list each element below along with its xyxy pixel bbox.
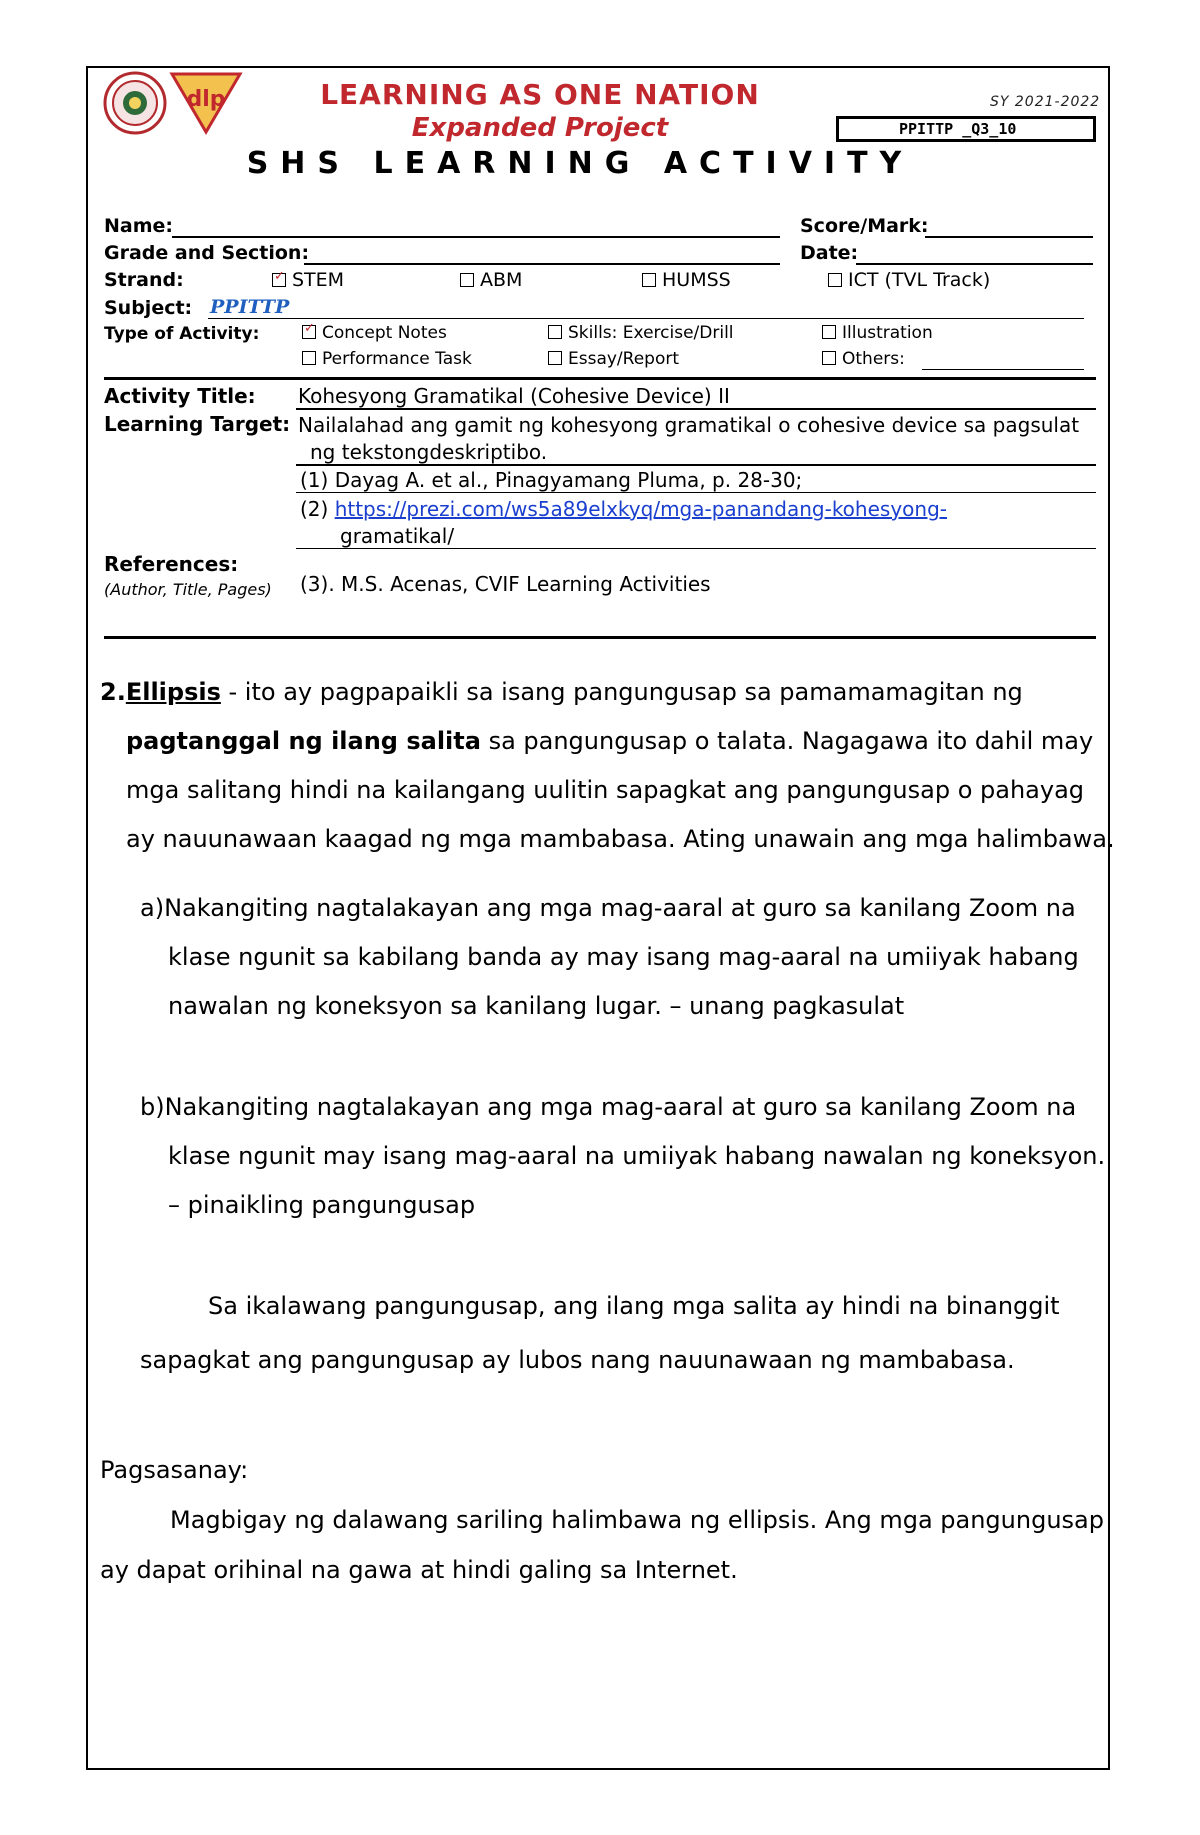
school-year: SY 2021-2022 [990, 94, 1101, 110]
score-label: Score/Mark: [800, 215, 929, 237]
header-main-title: SHS LEARNING ACTIVITY [246, 146, 914, 181]
grade-label: Grade and Section: [104, 242, 310, 264]
dlp-logo [168, 70, 244, 136]
strand-label: Strand: [104, 269, 184, 291]
checkbox-icon[interactable] [302, 351, 316, 365]
strand-option-stem[interactable]: ✓ STEM [272, 269, 344, 291]
others-field[interactable] [922, 369, 1084, 370]
name-label: Name: [104, 215, 174, 237]
reference-3: (3). M.S. Acenas, CVIF Learning Activities [300, 572, 711, 596]
reference-2-link[interactable]: https://prezi.com/ws5a89elxkyq/mga-panandang-kohesyong- [334, 497, 947, 521]
strand-option-ict[interactable]: ICT (TVL Track) [828, 269, 990, 291]
learning-target-line2: ng tekstongdeskriptibo. [310, 440, 548, 464]
svg-text:dlp: dlp [186, 87, 226, 112]
learning-target-underline [296, 464, 1096, 466]
reference-1: (1) Dayag A. et al., Pinagyamang Pluma, p. 28-30; [300, 468, 803, 492]
paragraph-1-line-4: ay nauunawaan kaagad ng mga mambabasa. Ating unawain ang mga halimbawa. [126, 825, 1115, 853]
activity-title-label: Activity Title: [104, 384, 256, 408]
learning-target-line1: Nailalahad ang gamit ng kohesyong gramatikal o cohesive device sa pagsulat [298, 413, 1080, 437]
activity-code-box [836, 116, 1096, 142]
checkbox-checked-icon[interactable] [272, 273, 286, 287]
example-a-line-2: klase ngunit sa kabilang banda ay may isang mag-aaral na umiiyak habang [168, 943, 1079, 971]
header-subtitle: Expanded Project [411, 113, 669, 143]
name-field[interactable] [172, 236, 780, 238]
checkbox-checked-icon[interactable] [302, 325, 316, 339]
checkbox-icon[interactable] [828, 273, 842, 287]
practice-label: Pagsasanay: [100, 1456, 249, 1484]
references-label: References: [104, 552, 239, 576]
example-b-line-3: – pinaikling pangungusap [168, 1191, 476, 1219]
separator [104, 377, 1096, 380]
example-a-line-3: nawalan ng koneksyon sa kanilang lugar. – unang pagkasulat [168, 992, 905, 1020]
strand-option-humss[interactable]: HUMSS [642, 269, 731, 291]
checkbox-icon[interactable] [822, 351, 836, 365]
subject-underline [208, 318, 1084, 319]
activity-type-others[interactable]: Others: [822, 349, 905, 369]
activity-type-illustration[interactable]: Illustration [822, 323, 933, 343]
strand-option-abm[interactable]: ABM [460, 269, 522, 291]
date-label: Date: [800, 242, 859, 264]
paragraph-1-line-3: mga salitang hindi na kailangang uulitin sapagkat ang pangungusap o pahayag [126, 776, 1085, 804]
subject-value: PPITTP [210, 296, 290, 318]
example-a-line-1: a)Nakangiting nagtalakayan ang mga mag-aaral at guro sa kanilang Zoom na [140, 894, 1076, 922]
checkbox-icon[interactable] [642, 273, 656, 287]
ellipsis-term: Ellipsis [125, 678, 221, 706]
type-label: Type of Activity: [104, 324, 260, 344]
header-title: LEARNING AS ONE NATION [320, 78, 760, 111]
paragraph-2-line-1: Sa ikalawang pangungusap, ang ilang mga salita ay hindi na binanggit [208, 1292, 1060, 1320]
checkbox-icon[interactable] [548, 351, 562, 365]
subject-label: Subject: [104, 297, 193, 319]
grade-field[interactable] [304, 263, 780, 265]
activity-type-performance-task[interactable]: Performance Task [302, 349, 472, 369]
paragraph-2-line-2: sapagkat ang pangungusap ay lubos nang nauunawaan ng mambabasa. [140, 1346, 1015, 1374]
reference-2-cont[interactable]: gramatikal/ [340, 524, 455, 548]
activity-type-concept-notes[interactable]: ✓ Concept Notes [302, 323, 447, 343]
activity-type-skills[interactable]: Skills: Exercise/Drill [548, 323, 734, 343]
example-b-line-2: klase ngunit may isang mag-aaral na umiiyak habang nawalan ng koneksyon. [168, 1142, 1106, 1170]
learning-target-label: Learning Target: [104, 412, 291, 436]
activity-title-value: Kohesyong Gramatikal (Cohesive Device) II [298, 384, 730, 408]
paragraph-1-line-2: pagtanggal ng ilang salita sa pangungusap o talata. Nagagawa ito dahil may [126, 727, 1094, 755]
date-field[interactable] [856, 263, 1093, 265]
ellipsis-heading-line: 2.Ellipsis - ito ay pagpapaikli sa isang pangungusap sa pamamamagitan ng [100, 678, 1023, 706]
score-field[interactable] [925, 236, 1093, 238]
reference-1-underline [296, 492, 1096, 493]
paragraph-3-line-2: ay dapat orihinal na gawa at hindi galing sa Internet. [100, 1556, 738, 1584]
checkbox-icon[interactable] [548, 325, 562, 339]
example-b-line-1: b)Nakangiting nagtalakayan ang mga mag-aaral at guro sa kanilang Zoom na [140, 1093, 1077, 1121]
separator [104, 636, 1096, 639]
activity-code: PPITTP _Q3_10 [899, 120, 1017, 138]
activity-type-essay[interactable]: Essay/Report [548, 349, 679, 369]
references-sublabel: (Author, Title, Pages) [104, 580, 272, 599]
reference-2: (2) https://prezi.com/ws5a89elxkyq/mga-panandang-kohesyong- [300, 497, 947, 521]
reference-2-underline [296, 548, 1096, 549]
activity-title-underline [296, 408, 1096, 410]
school-seal-logo [102, 70, 168, 136]
checkbox-icon[interactable] [822, 325, 836, 339]
checkbox-icon[interactable] [460, 273, 474, 287]
paragraph-3-line-1: Magbigay ng dalawang sariling halimbawa ng ellipsis. Ang mga pangungusap [170, 1506, 1104, 1534]
